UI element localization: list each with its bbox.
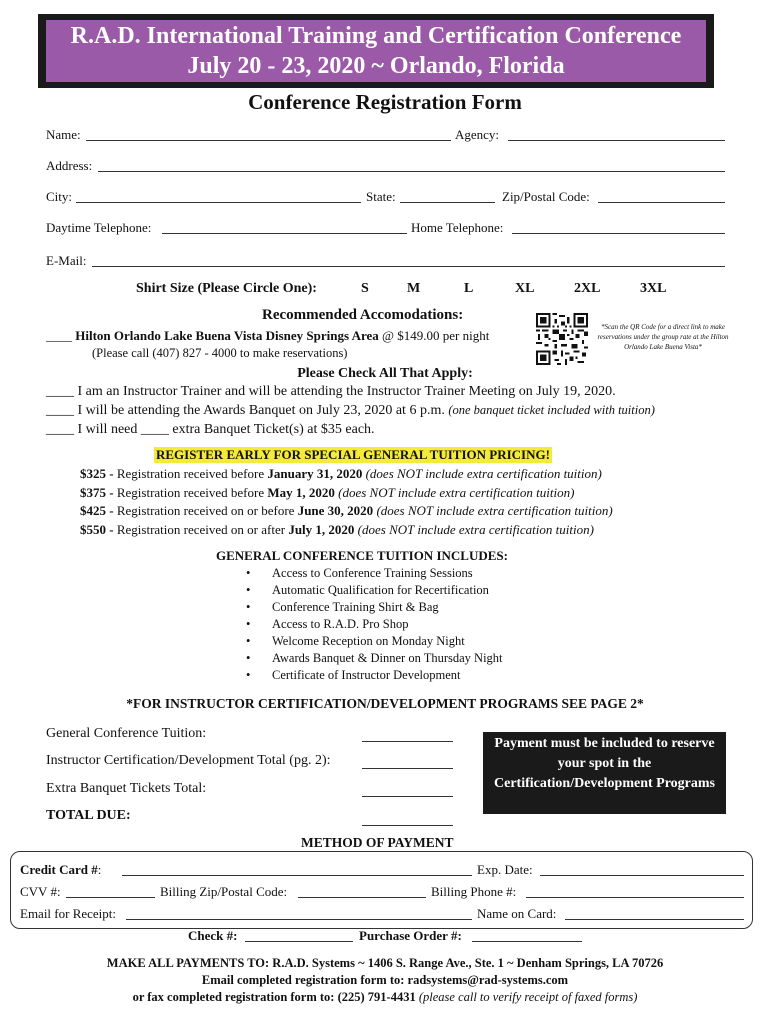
- check-item-awards-banquet-note: (one banquet ticket included with tuition): [448, 403, 655, 417]
- hotel-call-note: (Please call (407) 827 - 4000 to make reservations): [92, 346, 348, 360]
- general-tuition-label: General Conference Tuition:: [46, 726, 207, 741]
- list-item: • Awards Banquet & Dinner on Thursday Night: [246, 650, 503, 667]
- cvv-field[interactable]: [66, 897, 155, 898]
- early-registration-banner: REGISTER EARLY FOR SPECIAL GENERAL TUITION PRICING!: [156, 447, 550, 462]
- instructor-programs-note: *FOR INSTRUCTOR CERTIFICATION/DEVELOPMENT PROGRAMS SEE PAGE 2*: [126, 696, 644, 711]
- price-row: [80, 485, 574, 501]
- qr-code-icon[interactable]: [536, 310, 588, 368]
- price-date: May 1, 2020: [267, 485, 335, 500]
- exp-date-label: Exp. Date:: [477, 862, 533, 877]
- price-amount: $550 -: [80, 522, 114, 537]
- billing-phone-field[interactable]: [526, 897, 744, 898]
- hotel-rate: @ $149.00 per night: [382, 328, 490, 343]
- price-text: Registration received before: [116, 466, 265, 481]
- home-phone-field[interactable]: [512, 233, 725, 234]
- check-number-label: Check #:: [188, 928, 238, 943]
- price-text: Registration received on or after: [116, 522, 286, 537]
- purchase-order-field[interactable]: [472, 941, 582, 942]
- hotel-name: Hilton Orlando Lake Buena Vista Disney Springs Area: [75, 328, 379, 343]
- state-label: State:: [366, 189, 396, 204]
- shirt-size-xl[interactable]: XL: [515, 281, 535, 296]
- fax-instructions: [0, 990, 770, 1005]
- qr-code-note: *Scan the QR Code for a direct link to make reservations under the group rate at the Hilton Orlando Lake Buena Vista*: [597, 323, 729, 351]
- price-amount: $425 -: [80, 503, 114, 518]
- email-receipt-field[interactable]: [126, 919, 472, 920]
- city-label: City:: [46, 189, 73, 204]
- list-item: • Access to Conference Training Sessions: [246, 565, 503, 582]
- payment-notice-box: Payment must be included to reserve your spot in the Certification/Development Programs: [483, 732, 726, 814]
- price-date: June 30, 2020: [297, 503, 374, 518]
- price-note: (does NOT include extra certification tuition): [338, 485, 575, 500]
- shirt-size-2xl[interactable]: 2XL: [574, 281, 601, 296]
- billing-phone-label: Billing Phone #:: [431, 884, 517, 899]
- banner-dates: July 20 - 23, 2020 ~ Orlando, Florida: [187, 53, 565, 79]
- payment-address: MAKE ALL PAYMENTS TO: R.A.D. Systems ~ 1406 S. Range Ave., Ste. 1 ~ Denham Springs, LA 70726: [106, 956, 664, 970]
- fax-instructions-main: or fax completed registration form to: (225) 791-4431: [132, 990, 416, 1004]
- includes-heading: GENERAL CONFERENCE TUITION INCLUDES:: [216, 548, 508, 563]
- exp-date-field[interactable]: [540, 875, 744, 876]
- checks-heading: Please Check All That Apply:: [297, 366, 473, 381]
- price-text: Registration received before: [116, 485, 265, 500]
- credit-card-label: Credit Card #: [20, 862, 98, 877]
- fax-instructions-note: (please call to verify receipt of faxed forms): [418, 990, 638, 1004]
- conference-banner: [38, 14, 714, 88]
- billing-zip-field[interactable]: [298, 897, 426, 898]
- check-item-awards-banquet[interactable]: [46, 403, 655, 419]
- shirt-size-l[interactable]: L: [464, 281, 474, 296]
- list-item: • Conference Training Shirt & Bag: [246, 599, 503, 616]
- purchase-order-label: Purchase Order #:: [359, 928, 462, 943]
- daytime-phone-field[interactable]: [162, 233, 407, 234]
- email-receipt-label: Email for Receipt:: [20, 906, 117, 921]
- payment-heading: METHOD OF PAYMENT: [301, 835, 454, 850]
- list-item: • Welcome Reception on Monday Night: [246, 633, 503, 650]
- email-instructions: Email completed registration form to: radsystems@rad-systems.com: [201, 973, 569, 987]
- list-item: • Automatic Qualification for Recertification: [246, 582, 503, 599]
- home-phone-label: Home Telephone:: [411, 220, 504, 235]
- price-text: Registration received on or before: [116, 503, 295, 518]
- list-item: • Access to R.A.D. Pro Shop: [246, 616, 503, 633]
- payment-box: [10, 851, 753, 929]
- hotel-line: [46, 328, 489, 344]
- city-field[interactable]: [76, 202, 361, 203]
- accommodations-heading: Recommended Accomodations:: [262, 307, 464, 323]
- name-label: Name:: [46, 127, 81, 142]
- price-row: [80, 522, 594, 538]
- address-field[interactable]: [98, 171, 725, 172]
- form-title: Conference Registration Form: [248, 90, 522, 114]
- price-note: (does NOT include extra certification tuition): [357, 522, 594, 537]
- total-due-label: TOTAL DUE:: [46, 808, 131, 823]
- state-field[interactable]: [400, 202, 495, 203]
- name-on-card-field[interactable]: [565, 919, 744, 920]
- price-date: January 31, 2020: [267, 466, 363, 481]
- price-amount: $375 -: [80, 485, 114, 500]
- includes-list: [246, 565, 503, 684]
- check-item-extra-tickets[interactable]: ____ I will need ____ extra Banquet Ticket(s) at $35 each.: [46, 422, 375, 437]
- price-note: (does NOT include extra certification tuition): [365, 466, 602, 481]
- name-field[interactable]: [86, 140, 451, 141]
- banquet-total-label: Extra Banquet Tickets Total:: [46, 781, 207, 796]
- cvv-label: CVV #:: [20, 884, 61, 899]
- email-field[interactable]: [92, 266, 725, 267]
- agency-label: Agency:: [455, 127, 500, 142]
- general-tuition-field[interactable]: [362, 741, 453, 742]
- total-due-field[interactable]: [362, 825, 453, 826]
- shirt-size-3xl[interactable]: 3XL: [640, 281, 667, 296]
- shirt-size-m[interactable]: M: [407, 281, 421, 296]
- hotel-checkbox-blank[interactable]: ____: [46, 328, 72, 343]
- price-row: [80, 503, 613, 519]
- banquet-total-field[interactable]: [362, 796, 453, 797]
- banner-title: R.A.D. International Training and Certification Conference: [70, 23, 682, 49]
- instructor-total-label: Instructor Certification/Development Total (pg. 2):: [46, 753, 331, 768]
- price-date: July 1, 2020: [288, 522, 355, 537]
- shirt-size-s[interactable]: S: [361, 281, 369, 296]
- price-row: [80, 466, 602, 482]
- address-label: Address:: [46, 158, 93, 173]
- check-item-instructor-meeting[interactable]: ____ I am an Instructor Trainer and will be attending the Instructor Trainer Meeting on July 19, 2020.: [46, 384, 616, 399]
- email-label: E-Mail:: [46, 253, 87, 268]
- billing-zip-label: Billing Zip/Postal Code:: [160, 884, 288, 899]
- shirt-size-label: Shirt Size (Please Circle One):: [136, 281, 317, 296]
- check-number-field[interactable]: [245, 941, 353, 942]
- list-item: • Certificate of Instructor Development: [246, 667, 503, 684]
- agency-field[interactable]: [508, 140, 725, 141]
- credit-card-row: Credit Card #:: [20, 862, 102, 877]
- name-on-card-label: Name on Card:: [477, 906, 557, 921]
- instructor-total-field[interactable]: [362, 768, 453, 769]
- price-amount: $325 -: [80, 466, 114, 481]
- price-note: (does NOT include extra certification tuition): [376, 503, 613, 518]
- credit-card-field[interactable]: [122, 875, 472, 876]
- zip-field[interactable]: [598, 202, 725, 203]
- zip-label: Zip/Postal Code:: [502, 189, 590, 204]
- daytime-phone-label: Daytime Telephone:: [46, 220, 152, 235]
- check-item-awards-banquet-text: ____ I will be attending the Awards Banquet on July 23, 2020 at 6 p.m.: [46, 403, 445, 418]
